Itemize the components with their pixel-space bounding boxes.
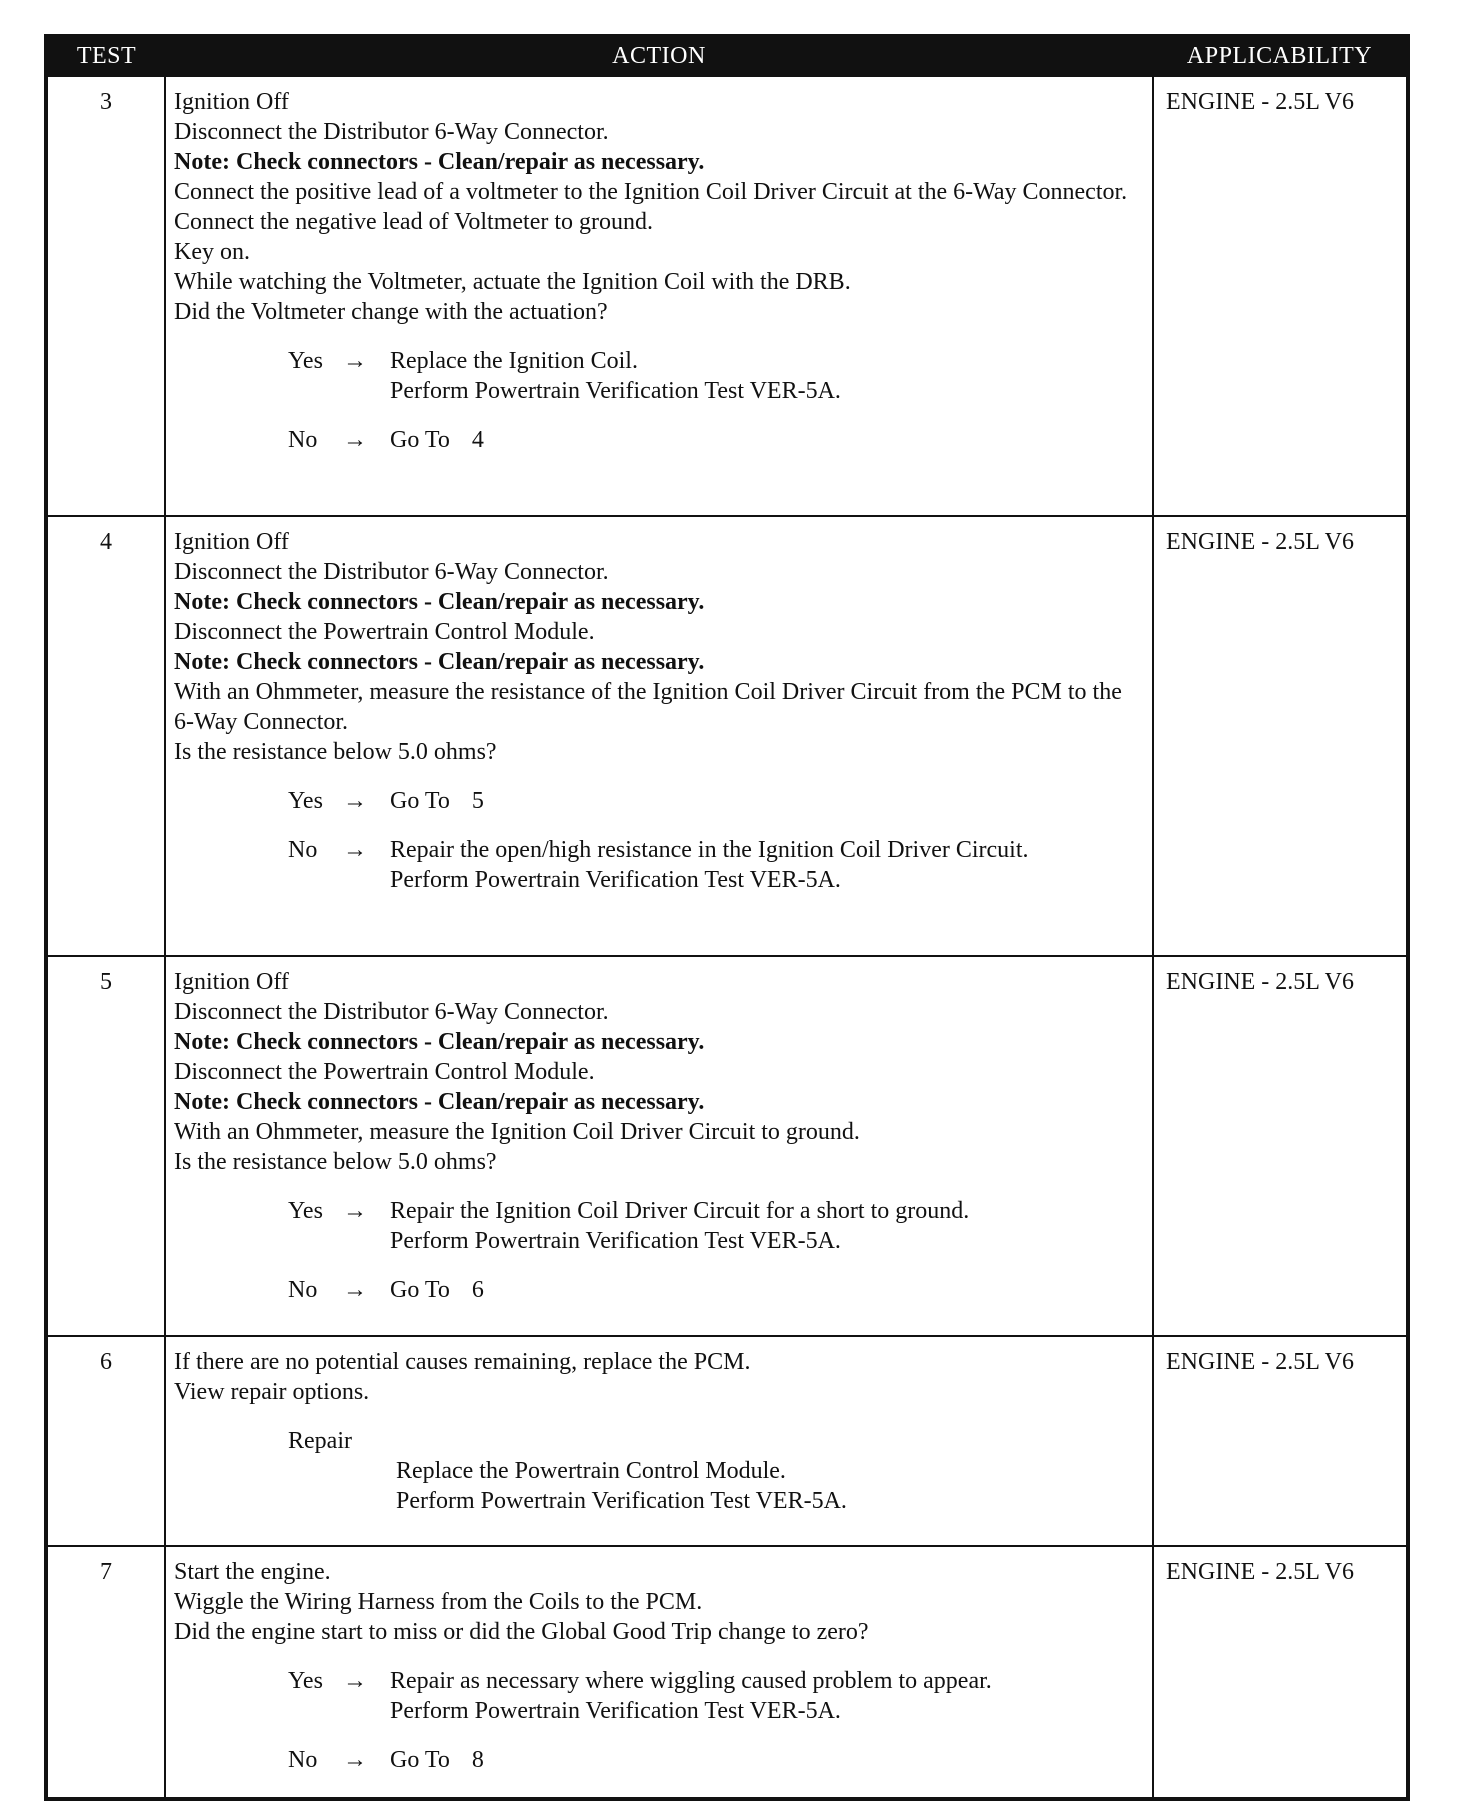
- repair-steps: [288, 1456, 1144, 1516]
- action-step: Key on.: [174, 239, 250, 265]
- yes-label: Yes: [288, 348, 323, 374]
- action-cell: [165, 516, 1153, 956]
- yes-outcome: [390, 1666, 1144, 1726]
- yes-label: Yes: [288, 1668, 323, 1694]
- test-number: 5: [46, 956, 165, 1336]
- arrow-right-icon: →: [343, 837, 367, 863]
- action-note: Note: Check connectors - Clean/repair as necessary.: [174, 589, 705, 615]
- yes-label: Yes: [288, 1198, 323, 1224]
- outcome-line: Replace the Ignition Coil.: [390, 348, 638, 374]
- no-response: [174, 425, 1144, 455]
- table-row: [46, 76, 1408, 516]
- applicability-cell: ENGINE - 2.5L V6: [1153, 956, 1408, 1336]
- outcome-line: Repair as necessary where wiggling caused problem to appear.: [390, 1668, 992, 1694]
- header-test: TEST: [46, 36, 165, 76]
- action-step: Start the engine.: [174, 1559, 331, 1585]
- arrow-right-icon: →: [343, 1747, 367, 1773]
- test-number: 4: [46, 516, 165, 956]
- action-step: View repair options.: [174, 1379, 370, 1405]
- action-step: Disconnect the Distributor 6-Way Connector.: [174, 559, 609, 585]
- diagnostic-test-table: [44, 34, 1410, 1801]
- action-cell: [165, 76, 1153, 516]
- repair-step: Perform Powertrain Verification Test VER-5A.: [396, 1488, 847, 1514]
- action-note: Note: Check connectors - Clean/repair as necessary.: [174, 1089, 705, 1115]
- table-row: [46, 956, 1408, 1336]
- header-applicability: APPLICABILITY: [1153, 36, 1408, 76]
- header-action: ACTION: [165, 36, 1153, 76]
- outcome-line: Repair the open/high resistance in the Ignition Coil Driver Circuit.: [390, 837, 1029, 863]
- action-step: Ignition Off: [174, 89, 289, 115]
- action-step: Connect the negative lead of Voltmeter to ground.: [174, 209, 653, 235]
- action-step: Wiggle the Wiring Harness from the Coils to the PCM.: [174, 1589, 703, 1615]
- applicability-cell: ENGINE - 2.5L V6: [1153, 76, 1408, 516]
- table-row: [46, 516, 1408, 956]
- repair-label: Repair: [288, 1428, 352, 1454]
- outcome-line: Perform Powertrain Verification Test VER-5A.: [390, 1228, 841, 1254]
- outcome-line: Repair the Ignition Coil Driver Circuit for a short to ground.: [390, 1198, 970, 1224]
- action-step: Disconnect the Powertrain Control Module.: [174, 1059, 595, 1085]
- table-row: [46, 1546, 1408, 1799]
- goto-text: Go To: [390, 1747, 450, 1773]
- action-cell: [165, 1546, 1153, 1799]
- applicability-cell: ENGINE - 2.5L V6: [1153, 1336, 1408, 1546]
- action-question: Is the resistance below 5.0 ohms?: [174, 739, 497, 765]
- arrow-right-icon: →: [343, 788, 367, 814]
- applicability-cell: ENGINE - 2.5L V6: [1153, 516, 1408, 956]
- action-step: Disconnect the Distributor 6-Way Connector.: [174, 999, 609, 1025]
- action-cell: [165, 956, 1153, 1336]
- arrow-right-icon: →: [343, 1277, 367, 1303]
- yes-label: Yes: [288, 788, 323, 814]
- goto-text: Go To: [390, 1277, 450, 1303]
- yes-response: [174, 346, 1144, 406]
- outcome-line: Perform Powertrain Verification Test VER-5A.: [390, 867, 841, 893]
- arrow-right-icon: →: [343, 1198, 367, 1224]
- no-outcome: [390, 1275, 1144, 1305]
- yes-response: [174, 786, 1144, 816]
- action-step: With an Ohmmeter, measure the resistance of the Ignition Coil Driver Circuit from the PCM to the 6-Way Connector.: [174, 679, 1122, 735]
- goto-test-number: 4: [471, 427, 484, 453]
- test-number: 6: [46, 1336, 165, 1546]
- action-step: Disconnect the Distributor 6-Way Connector.: [174, 119, 609, 145]
- no-response: [174, 1745, 1144, 1775]
- no-response: [174, 835, 1144, 895]
- action-cell: [165, 1336, 1153, 1546]
- no-label: No: [288, 427, 318, 453]
- yes-outcome: [390, 346, 1144, 406]
- goto-text: Go To: [390, 788, 450, 814]
- outcome-line: Perform Powertrain Verification Test VER-5A.: [390, 1698, 841, 1724]
- action-step: Connect the positive lead of a voltmeter to the Ignition Coil Driver Circuit at the 6-Way Connector.: [174, 179, 1128, 205]
- outcome-line: Perform Powertrain Verification Test VER-5A.: [390, 378, 841, 404]
- action-note: Note: Check connectors - Clean/repair as necessary.: [174, 149, 705, 175]
- yes-outcome: [390, 1196, 1144, 1256]
- goto-test-number: 6: [471, 1277, 484, 1303]
- action-question: Did the engine start to miss or did the Global Good Trip change to zero?: [174, 1619, 869, 1645]
- action-question: Did the Voltmeter change with the actuation?: [174, 299, 608, 325]
- action-step: Ignition Off: [174, 969, 289, 995]
- no-outcome: [390, 425, 1144, 455]
- yes-response: [174, 1196, 1144, 1256]
- action-step: Disconnect the Powertrain Control Module.: [174, 619, 595, 645]
- action-step: Ignition Off: [174, 529, 289, 555]
- test-number: 3: [46, 76, 165, 516]
- arrow-right-icon: →: [343, 427, 367, 453]
- no-label: No: [288, 1277, 318, 1303]
- goto-test-number: 5: [471, 788, 484, 814]
- repair-section: [174, 1426, 1144, 1516]
- yes-response: [174, 1666, 1144, 1726]
- action-step: While watching the Voltmeter, actuate the Ignition Coil with the DRB.: [174, 269, 851, 295]
- no-label: No: [288, 837, 318, 863]
- table-row: [46, 1336, 1408, 1546]
- goto-test-number: 8: [471, 1747, 484, 1773]
- test-number: 7: [46, 1546, 165, 1799]
- no-outcome: [390, 835, 1144, 895]
- no-outcome: [390, 1745, 1144, 1775]
- action-note: Note: Check connectors - Clean/repair as necessary.: [174, 649, 705, 675]
- no-label: No: [288, 1747, 318, 1773]
- table-header-row: [46, 36, 1408, 76]
- action-step: If there are no potential causes remaining, replace the PCM.: [174, 1349, 751, 1375]
- goto-text: Go To: [390, 427, 450, 453]
- diagnostic-table-container: [44, 34, 1406, 1801]
- repair-step: Replace the Powertrain Control Module.: [396, 1458, 786, 1484]
- arrow-right-icon: →: [343, 1668, 367, 1694]
- action-question: Is the resistance below 5.0 ohms?: [174, 1149, 497, 1175]
- action-step: With an Ohmmeter, measure the Ignition Coil Driver Circuit to ground.: [174, 1119, 860, 1145]
- yes-outcome: [390, 786, 1144, 816]
- arrow-right-icon: →: [343, 348, 367, 374]
- no-response: [174, 1275, 1144, 1305]
- action-note: Note: Check connectors - Clean/repair as necessary.: [174, 1029, 705, 1055]
- applicability-cell: ENGINE - 2.5L V6: [1153, 1546, 1408, 1799]
